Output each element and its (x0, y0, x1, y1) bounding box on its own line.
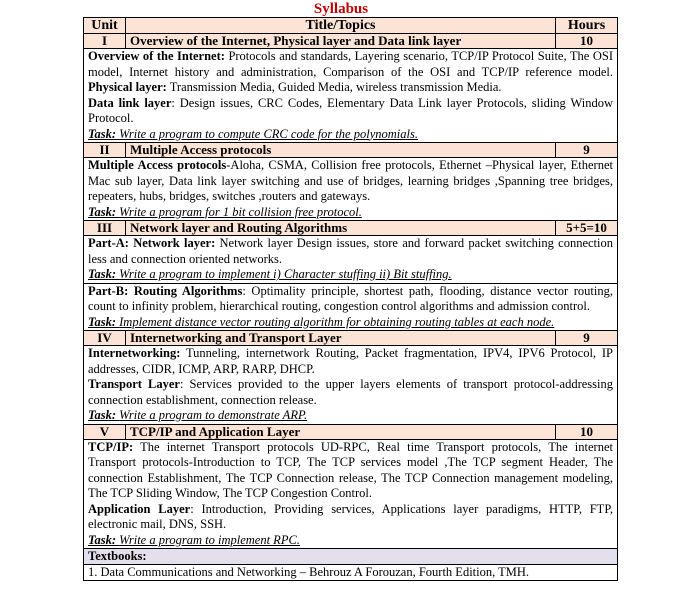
task-line: Task: Write a program for 1 bit collision free protocol. (88, 204, 362, 219)
topic-paragraph: Data link layer: Design issues, CRC Codes, Elementary Data Link layer Protocols, sliding Window Protocol. (88, 95, 614, 125)
unit-content-5 (84, 439, 618, 549)
unit-number: III (84, 221, 126, 236)
unit-title: Overview of the Internet, Physical layer and Data link layer (126, 34, 556, 49)
topic-paragraph: Application Layer: Introduction, Providing services, Applications layer paradigms, HTTP, FTP, electronic mail, DNS, SSH. (88, 501, 614, 531)
unit-title: TCP/IP and Application Layer (126, 424, 556, 439)
unit-row-4 (84, 331, 618, 346)
unit-title: Network layer and Routing Algorithms (126, 221, 556, 236)
unit-row-2 (84, 143, 618, 158)
topic-paragraph: Transport Layer: Services provided to the upper layers elements of transport protocol-addressing connection establishment, connection release. (88, 377, 613, 407)
textbooks-header (84, 549, 618, 565)
header-unit: Unit (84, 18, 126, 34)
topic-paragraph: TCP/IP: The internet Transport protocols UD-RPC, Real time Transport protocols, The internet Transport protocols-Introduction to TCP, The TCP services model ,The TCP segment Header, The connection Establishment, The TCP Connection release, The TCP Connection management modeling, The TCP Sliding Window, The TCP Congestion Control. (88, 439, 613, 500)
unit-number: I (84, 34, 126, 49)
unit-row-1 (84, 34, 618, 49)
topic-paragraph: Part-B: Routing Algorithms: Optimality principle, shortest path, flooding, distance vector routing, count to infinity problem, hierarchical routing, congestion control algorithms and admission control. (88, 283, 613, 313)
unit-hours: 10 (556, 34, 618, 49)
unit-content-1 (84, 49, 618, 143)
unit-title: Multiple Access protocols (126, 143, 556, 158)
unit-hours: 10 (556, 424, 618, 439)
unit-content-3a (84, 236, 618, 284)
topic-paragraph: Part-A: Network layer: Network layer Design issues, store and forward packet switching connection less and connection oriented networks. (88, 236, 613, 266)
syllabus-table (83, 17, 618, 581)
task-line: Task: Implement distance vector routing algorithm for obtaining routing tables at each node. (88, 314, 555, 329)
unit-content-4 (84, 346, 618, 425)
textbooks-label: Textbooks: (84, 549, 618, 565)
topic-paragraph: Overview of the Internet: Protocols and standards, Layering scenario, TCP/IP Protocol Suite, The OSI model, Internet history and administration, Comparison of the OSI and TCP/IP reference model. Physical layer: Transmission Media, Guided Media, wireless transmission Media. (88, 49, 613, 94)
topic-paragraph: Multiple Access protocols-Aloha, CSMA, Collision free protocols, Ethernet –Physical layer, Ethernet Mac sub layer, Data link layer switching and use of bridges, learning bridges ,Spanning tree bridges, repeaters, hubs, bridges, switches ,routers and gateways. (88, 158, 613, 203)
unit-number: II (84, 143, 126, 158)
unit-hours: 5+5=10 (556, 221, 618, 236)
unit-content-2 (84, 158, 618, 221)
unit-hours: 9 (556, 331, 618, 346)
task-line: Task: Write a program to implement RPC. (88, 532, 300, 547)
task-line: Task: Write a program to implement i) Character stuffing ii) Bit stuffing. (88, 267, 452, 281)
table-header (84, 18, 618, 34)
unit-hours: 9 (556, 143, 618, 158)
unit-row-3 (84, 221, 618, 236)
task-line: Task: Write a program to demonstrate ARP. (88, 408, 308, 422)
textbook-entry: 1. Data Communications and Networking – Behrouz A Forouzan, Fourth Edition, TMH. (84, 565, 618, 581)
unit-row-5 (84, 424, 618, 439)
topic-paragraph: Internetworking: Tunneling, internetwork Routing, Packet fragmentation, IPV4, IPV6 Protocol, IP addresses, CIDR, ICMP, ARP, RARP, DHCP. (88, 346, 613, 376)
unit-number: V (84, 424, 126, 439)
unit-number: IV (84, 331, 126, 346)
task-line: Task: Write a program to compute CRC code for the polynomials. (88, 126, 418, 141)
header-hours: Hours (556, 18, 618, 34)
unit-title: Internetworking and Transport Layer (126, 331, 556, 346)
textbook-item (84, 565, 618, 581)
page-title: Syllabus (313, 1, 369, 17)
header-topics: Title/Topics (126, 18, 556, 34)
unit-content-3b (84, 283, 618, 331)
